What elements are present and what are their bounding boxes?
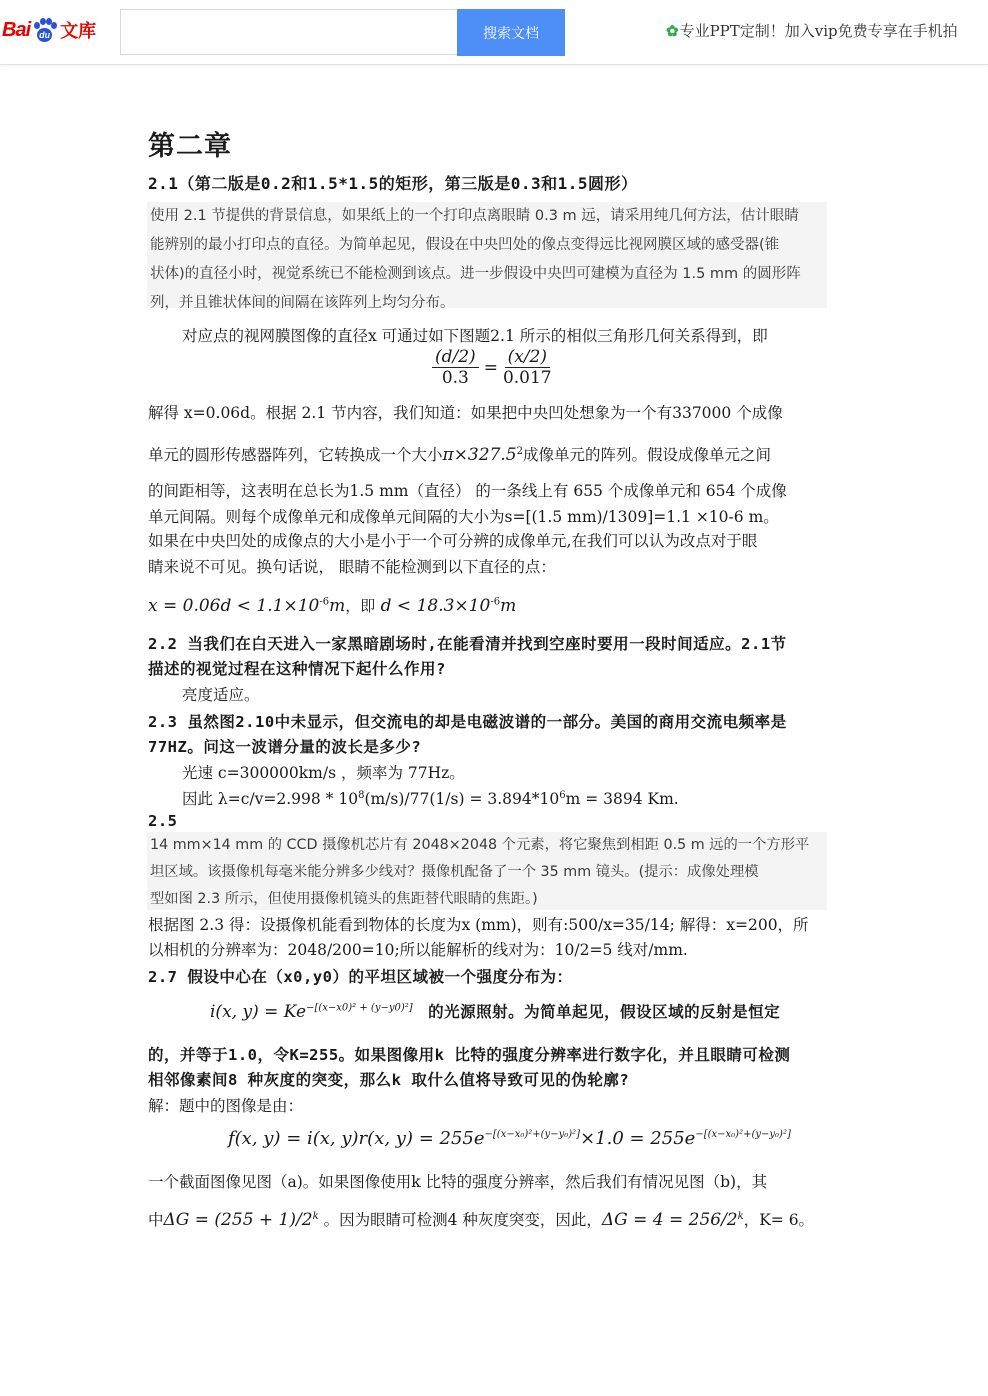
q25-answer: 以相机的分辨率为：2048/200=10;所以能解析的线对为：10/2=5 线对/mm.	[148, 941, 688, 959]
promo-link[interactable]	[666, 20, 988, 41]
q21-paragraph: 解得 x=0.06d。根据 2.1 节内容，我们知道：如果把中央凹处想象为一个有337000 个成像	[148, 404, 783, 422]
inline-math: i(x, y) = Ke	[210, 1002, 307, 1022]
q21-equation: $\frac{(d/2)}{0.3}$ = $\frac{(x/2)}{0.017}$	[432, 347, 552, 388]
q25-answer: 根据图 2.3 得：设摄像机能看到物体的长度为x (mm)，则有:500/x=35/14; 解得：x=200，所	[148, 916, 809, 934]
text-run: 成像单元的阵列。假设成像单元之间	[522, 446, 771, 464]
superscript: -6	[319, 596, 330, 608]
q23-answer: 光速 c=300000km/s ，频率为 77Hz。	[182, 764, 465, 782]
q23-title-line: 2.3 虽然图2.10中未显示，但交流电的却是电磁波谱的一部分。美国的商用交流电频率是	[148, 713, 787, 731]
search-input[interactable]	[120, 9, 457, 55]
inline-math: π×327.5	[442, 445, 517, 465]
q23-title-line: 77HZ。问这一波谱分量的波长是多少?	[148, 738, 422, 756]
q27-equation-2	[228, 1128, 791, 1149]
q21-paragraph	[148, 443, 771, 465]
equation-fraction	[503, 347, 552, 388]
inline-math: ΔG = 4 = 256/2	[601, 1210, 738, 1230]
q21-paragraph: 的间距相等，这表明在总长为1.5 mm（直径） 的一条线上有 655 个成像单元和 654 个成像	[148, 482, 787, 500]
q21-scan-line: 使用 2.1 节提供的背景信息，如果纸上的一个打印点离眼睛 0.3 m 远，请采用纯几何方法，估计眼睛	[150, 208, 799, 224]
q21-paragraph: 睛来说不可见。换句话说， 眼睛不能检测到以下直径的点：	[148, 558, 556, 576]
inline-math: ΔG = (255 + 1)/2	[163, 1210, 313, 1230]
q22-answer: 亮度适应。	[182, 686, 260, 704]
baidu-wenku-logo[interactable]	[2, 10, 114, 50]
text-run: 中	[148, 1211, 164, 1229]
inline-math: f(x, y) = i(x, y)r(x, y) = 255e	[228, 1128, 485, 1149]
q25-scan-line: 14 mm×14 mm 的 CCD 摄像机芯片有 2048×2048 个元素，将它聚焦到相距 0.5 m 远的一个方形平	[150, 837, 810, 853]
inline-math: ×1.0 = 255e	[580, 1128, 696, 1149]
q27-answer: 一个截面图像见图（a)。如果图像使用k 比特的强度分辨率，然后我们有情况见图（b)，其	[148, 1173, 768, 1191]
logo-text-wenku: 文库	[60, 21, 97, 41]
superscript: −[(x−x₀)²+(y−y₀)²]	[484, 1129, 581, 1140]
q21-scanned-question	[147, 202, 827, 311]
superscript: k	[737, 1210, 744, 1222]
q21-scan-line: 列，并且锥状体间的间隔在该阵列上均匀分布。	[150, 295, 455, 311]
search-button[interactable]: 搜索文档	[457, 9, 565, 56]
q27-text-line: 相邻像素间8 种灰度的突变，那么k 取什么值将导致可见的伪轮廓?	[148, 1071, 630, 1089]
superscript: k	[312, 1210, 319, 1222]
equation-fraction	[432, 347, 479, 388]
fraction-denominator: 0.017	[502, 368, 552, 388]
q21-paragraph: 如果在中央凹处的成像点的大小是小于一个可分辨的成像单元,在我们可以认为改点对于眼	[148, 532, 758, 550]
q22-title-line: 2.2 当我们在白天进入一家黑暗剧场时,在能看清并找到空座时要用一段时间适应。2.1节	[148, 635, 787, 653]
q23-answer	[182, 787, 679, 809]
superscript: -6	[490, 596, 501, 608]
logo-text-du: du	[39, 30, 51, 40]
q21-scan-line: 状体)的直径小时，视觉系统已不能检测到该点。进一步假设中央凹可建模为直径为 1.5 mm 的圆形阵	[150, 266, 801, 282]
superscript: 2	[516, 445, 523, 457]
q27-answer	[148, 1208, 814, 1230]
chapter-title: 第二章	[148, 131, 232, 162]
text-run: 。因为眼睛可检测4 种灰度突变，因此，	[323, 1211, 602, 1229]
inline-math: m	[329, 596, 346, 616]
fraction-numerator: (x/2)	[505, 347, 550, 368]
promo-text: 专业PPT定制！加入vip免费专享在手机拍	[679, 22, 958, 40]
text-run: 的光源照射。为简单起见，假设区域的反射是恒定	[428, 1003, 781, 1021]
q21-paragraph: 单元间隔。则每个成像单元和成像单元间隔的大小为s=[(1.5 mm)/1309]=1.1 ×10-6 m。	[148, 508, 779, 526]
top-bar	[0, 0, 988, 65]
text-run: 单元的圆形传感器阵列，它转换成一个大小	[148, 446, 443, 464]
text-run: 因此 λ=c/v=2.998 * 10	[182, 790, 359, 808]
inline-math: x = 0.06d < 1.1×10	[148, 596, 320, 616]
paw-icon	[31, 17, 57, 43]
logo-text-bai: Bai	[2, 18, 31, 41]
fraction-denominator: 0.3	[441, 368, 469, 388]
inline-math: d < 18.3×10	[380, 596, 491, 616]
q21-paragraph: 对应点的视网膜图像的直径x 可通过如下图题2.1 所示的相似三角形几何关系得到，即	[182, 327, 768, 345]
q27-equation	[210, 1000, 780, 1022]
text-run: (m/s)/77(1/s) = 3.894*10	[364, 790, 560, 808]
superscript: 8	[358, 789, 365, 801]
inline-math: m	[500, 596, 517, 616]
superscript: 6	[559, 789, 566, 801]
q21-result-equation	[148, 595, 516, 616]
text-run: ，即	[345, 597, 376, 615]
q27-text-line: 的，并等于1.0，令K=255。如果图像用k 比特的强度分辨率进行数字化，并且眼睛可检测	[148, 1046, 791, 1064]
text-run: m = 3894 Km.	[565, 790, 679, 808]
superscript: −[(x−x₀)²+(y−y₀)²]	[695, 1129, 791, 1140]
q25-title: 2.5	[148, 812, 178, 830]
superscript: −[(x−x0)² + (y−y0)²]	[306, 1002, 413, 1014]
q27-answer: 解：题中的图像是由：	[148, 1097, 304, 1115]
gift-icon: ✿	[666, 22, 679, 40]
q25-scanned-question	[147, 832, 827, 910]
q21-scan-line: 能辨别的最小打印点的直径。为简单起见，假设在中央凹处的像点变得远比视网膜区域的感受器(锥	[150, 237, 780, 253]
q25-scan-line: 型如图 2.3 所示，但使用摄像机镜头的焦距替代眼睛的焦距。)	[150, 891, 538, 907]
fraction-numerator: (d/2)	[432, 347, 479, 368]
q25-scan-line: 坦区域。该摄像机每毫米能分辨多少线对？摄像机配备了一个 35 mm 镜头。(提示：成像处理模	[150, 864, 759, 880]
q22-title-line: 描述的视觉过程在这种情况下起什么作用?	[148, 660, 446, 678]
q21-title: 2.1（第二版是0.2和1.5*1.5的矩形，第三版是0.3和1.5圆形）	[148, 174, 638, 193]
text-run: ，K= 6。	[743, 1211, 815, 1229]
q27-title: 2.7 假设中心在（x0,y0）的平坦区域被一个强度分布为：	[148, 968, 573, 986]
